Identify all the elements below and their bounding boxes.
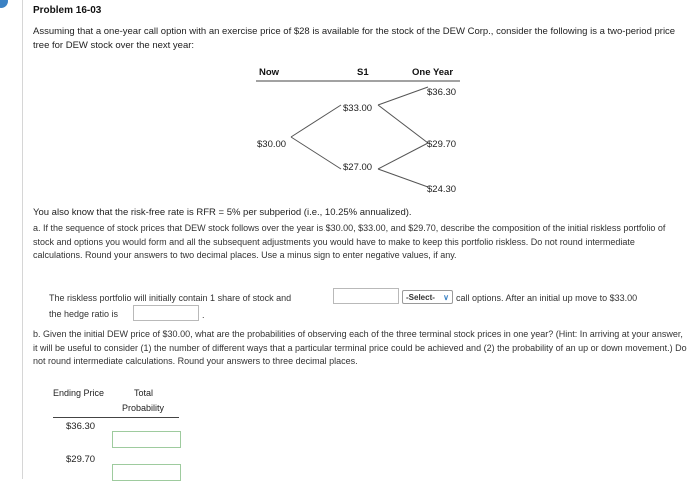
probability-input-1[interactable]: [112, 431, 181, 448]
part-a-text: a. If the sequence of stock prices that DEW stock follows over the year is $30.00, $33.00, and $29.70, describe the composition of the initial riskless portfolio of stock and options you would form and all the subsequent adjustments you would have to make to keep this portfolio riskless. Do not round intermediate calculations. Round your answers to two decimal places. Use a minus sign to enter negative values, if any.: [33, 223, 666, 260]
rfr-text: You also know that the risk-free rate is RFR = 5% per subperiod (i.e., 10.25% annualized).: [33, 207, 412, 218]
chevron-down-icon: ∨: [443, 293, 449, 302]
node-s1-down: $27.00: [343, 162, 373, 173]
node-now: $30.00: [257, 139, 287, 150]
branch-down-down: [378, 169, 428, 187]
problem-intro: Assuming that a one-year call option with an exercise price of $28 is available for the stock of the DEW Corp., consider the following is a two-period price tree for DEW stock over the next year:: [33, 26, 676, 51]
problem-title: Problem 16-03: [33, 5, 102, 16]
tree-header-one-year: One Year: [412, 67, 454, 78]
table-header-rule: [53, 417, 179, 418]
col-probability: Probability: [122, 403, 165, 413]
option-count-input[interactable]: [333, 288, 399, 304]
call-option-select[interactable]: [402, 290, 453, 304]
blue-status-dot: [0, 0, 8, 8]
row-price-2: $29.70: [66, 454, 96, 465]
row-price-1: $36.30: [66, 421, 96, 432]
tree-header-now: Now: [259, 67, 280, 78]
problem-panel: [22, 0, 700, 479]
part-a-line1-after: call options. After an initial up move to $33.00: [456, 293, 638, 303]
branch-down-up: [378, 143, 428, 169]
part-a-period: .: [202, 310, 205, 320]
col-total: Total: [134, 388, 154, 398]
probability-input-2[interactable]: [112, 464, 181, 481]
node-year-mid: $29.70: [427, 139, 457, 150]
hedge-ratio-input[interactable]: [133, 305, 199, 321]
node-s1-up: $33.00: [343, 103, 373, 114]
branch-now-down: [291, 137, 341, 169]
branch-up-down: [378, 105, 428, 143]
node-year-up: $36.30: [427, 87, 457, 98]
node-year-down: $24.30: [427, 184, 457, 195]
branch-now-up: [291, 105, 341, 137]
part-a-line1-before: The riskless portfolio will initially contain 1 share of stock and: [49, 293, 292, 303]
col-ending-price: Ending Price: [53, 388, 105, 398]
part-a-line2: the hedge ratio is: [49, 309, 119, 319]
branch-up-up: [378, 87, 428, 105]
call-option-select-label: -Select-: [406, 293, 435, 302]
tree-header-s1: S1: [357, 67, 369, 78]
part-b-text: b. Given the initial DEW price of $30.00, what are the probabilities of observing each of the three terminal stock prices in one year? (Hint: In arriving at your answer, it will be useful to consider (1) the number of different ways that a particular terminal price could be achieved and (2) the probability of an up or down movement.) Do not round intermediate calculations. Round your answers to three decimal places.: [33, 329, 687, 366]
